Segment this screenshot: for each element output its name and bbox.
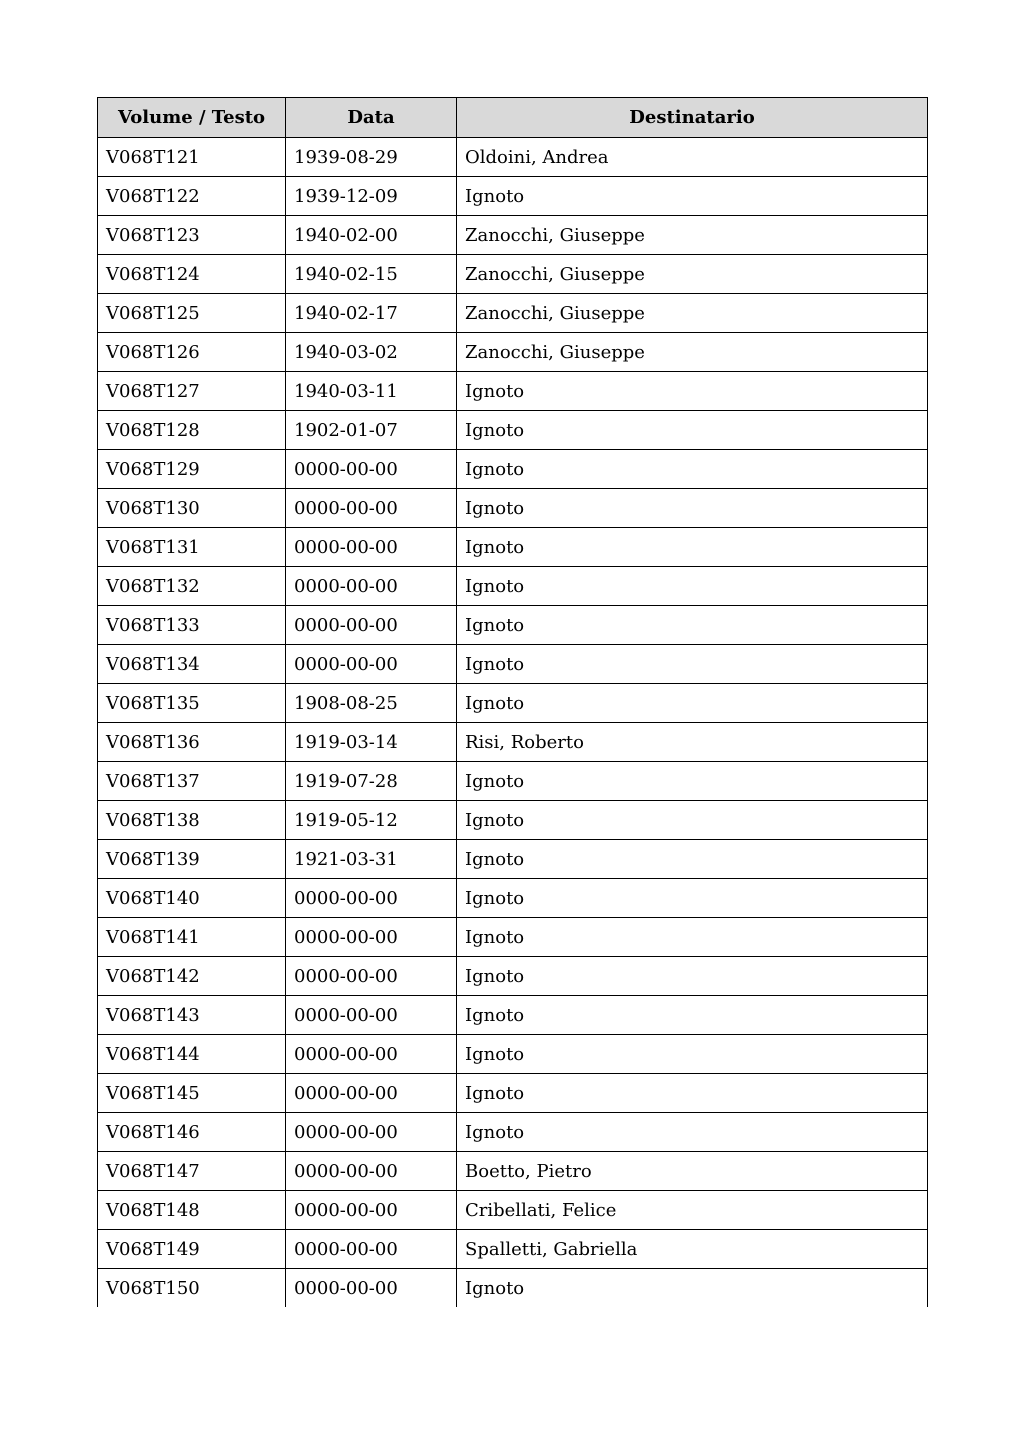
cell-data: 0000-00-00 (286, 1035, 457, 1074)
cell-data: 0000-00-00 (286, 1230, 457, 1269)
cell-volume-testo: V068T131 (98, 528, 286, 567)
cell-volume-testo: V068T132 (98, 567, 286, 606)
cell-data: 0000-00-00 (286, 1269, 457, 1308)
cell-destinatario: Ignoto (457, 1269, 928, 1308)
table-header (98, 98, 928, 138)
cell-destinatario: Ignoto (457, 606, 928, 645)
cell-data: 0000-00-00 (286, 1113, 457, 1152)
header-data: Data (286, 98, 457, 138)
cell-data: 1908-08-25 (286, 684, 457, 723)
cell-volume-testo: V068T134 (98, 645, 286, 684)
cell-destinatario: Zanocchi, Giuseppe (457, 255, 928, 294)
cell-data: 0000-00-00 (286, 645, 457, 684)
cell-volume-testo: V068T136 (98, 723, 286, 762)
table-row (98, 450, 928, 489)
cell-volume-testo: V068T145 (98, 1074, 286, 1113)
cell-destinatario: Ignoto (457, 840, 928, 879)
cell-destinatario: Ignoto (457, 450, 928, 489)
cell-data: 0000-00-00 (286, 918, 457, 957)
cell-destinatario: Cribellati, Felice (457, 1191, 928, 1230)
cell-data: 0000-00-00 (286, 606, 457, 645)
table-row (98, 372, 928, 411)
cell-data: 1940-03-11 (286, 372, 457, 411)
cell-data: 0000-00-00 (286, 528, 457, 567)
cell-volume-testo: V068T126 (98, 333, 286, 372)
cell-volume-testo: V068T137 (98, 762, 286, 801)
cell-data: 1919-05-12 (286, 801, 457, 840)
cell-destinatario: Ignoto (457, 762, 928, 801)
cell-volume-testo: V068T124 (98, 255, 286, 294)
cell-volume-testo: V068T142 (98, 957, 286, 996)
cell-destinatario: Ignoto (457, 177, 928, 216)
cell-volume-testo: V068T150 (98, 1269, 286, 1308)
cell-volume-testo: V068T143 (98, 996, 286, 1035)
cell-destinatario: Ignoto (457, 684, 928, 723)
letters-table (97, 97, 928, 1307)
table-row (98, 138, 928, 177)
table-row (98, 762, 928, 801)
cell-volume-testo: V068T127 (98, 372, 286, 411)
cell-volume-testo: V068T125 (98, 294, 286, 333)
cell-data: 1940-02-00 (286, 216, 457, 255)
cell-destinatario: Spalletti, Gabriella (457, 1230, 928, 1269)
table-row (98, 255, 928, 294)
table-row (98, 918, 928, 957)
cell-data: 0000-00-00 (286, 489, 457, 528)
cell-volume-testo: V068T135 (98, 684, 286, 723)
cell-data: 0000-00-00 (286, 957, 457, 996)
cell-data: 0000-00-00 (286, 1191, 457, 1230)
table-row (98, 567, 928, 606)
cell-destinatario: Ignoto (457, 489, 928, 528)
cell-data: 0000-00-00 (286, 1152, 457, 1191)
cell-data: 1921-03-31 (286, 840, 457, 879)
table-row (98, 645, 928, 684)
table-row (98, 606, 928, 645)
cell-data: 0000-00-00 (286, 567, 457, 606)
table-row (98, 528, 928, 567)
cell-destinatario: Ignoto (457, 1074, 928, 1113)
table-row (98, 840, 928, 879)
cell-volume-testo: V068T144 (98, 1035, 286, 1074)
document-page (97, 97, 927, 1307)
cell-destinatario: Ignoto (457, 645, 928, 684)
table-row (98, 294, 928, 333)
cell-destinatario: Ignoto (457, 801, 928, 840)
header-destinatario: Destinatario (457, 98, 928, 138)
cell-destinatario: Zanocchi, Giuseppe (457, 333, 928, 372)
cell-volume-testo: V068T148 (98, 1191, 286, 1230)
table-row (98, 1074, 928, 1113)
cell-volume-testo: V068T139 (98, 840, 286, 879)
cell-data: 1919-07-28 (286, 762, 457, 801)
cell-volume-testo: V068T122 (98, 177, 286, 216)
cell-destinatario: Ignoto (457, 411, 928, 450)
cell-destinatario: Ignoto (457, 528, 928, 567)
cell-data: 0000-00-00 (286, 996, 457, 1035)
cell-volume-testo: V068T130 (98, 489, 286, 528)
table-body (98, 138, 928, 1308)
table-row (98, 333, 928, 372)
cell-volume-testo: V068T138 (98, 801, 286, 840)
cell-data: 0000-00-00 (286, 879, 457, 918)
cell-data: 0000-00-00 (286, 1074, 457, 1113)
table-row (98, 723, 928, 762)
table-row (98, 1191, 928, 1230)
cell-volume-testo: V068T147 (98, 1152, 286, 1191)
cell-data: 1902-01-07 (286, 411, 457, 450)
cell-data: 1940-02-15 (286, 255, 457, 294)
table-row (98, 801, 928, 840)
cell-data: 1919-03-14 (286, 723, 457, 762)
cell-destinatario: Zanocchi, Giuseppe (457, 294, 928, 333)
table-row (98, 489, 928, 528)
cell-destinatario: Ignoto (457, 1035, 928, 1074)
cell-destinatario: Zanocchi, Giuseppe (457, 216, 928, 255)
table-row (98, 1152, 928, 1191)
table-row (98, 411, 928, 450)
table-row (98, 177, 928, 216)
table-row (98, 1113, 928, 1152)
cell-data: 1939-12-09 (286, 177, 457, 216)
cell-destinatario: Ignoto (457, 567, 928, 606)
cell-data: 0000-00-00 (286, 450, 457, 489)
cell-volume-testo: V068T133 (98, 606, 286, 645)
table-row (98, 1269, 928, 1308)
cell-destinatario: Ignoto (457, 1113, 928, 1152)
table-row (98, 216, 928, 255)
table-row (98, 684, 928, 723)
header-volume-testo: Volume / Testo (98, 98, 286, 138)
cell-data: 1940-03-02 (286, 333, 457, 372)
cell-destinatario: Oldoini, Andrea (457, 138, 928, 177)
table-row (98, 879, 928, 918)
cell-destinatario: Ignoto (457, 918, 928, 957)
cell-volume-testo: V068T128 (98, 411, 286, 450)
cell-volume-testo: V068T146 (98, 1113, 286, 1152)
table-row (98, 1035, 928, 1074)
header-row (98, 98, 928, 138)
cell-volume-testo: V068T140 (98, 879, 286, 918)
cell-destinatario: Ignoto (457, 996, 928, 1035)
cell-destinatario: Boetto, Pietro (457, 1152, 928, 1191)
cell-destinatario: Ignoto (457, 372, 928, 411)
cell-volume-testo: V068T149 (98, 1230, 286, 1269)
table-row (98, 957, 928, 996)
cell-destinatario: Risi, Roberto (457, 723, 928, 762)
cell-data: 1939-08-29 (286, 138, 457, 177)
cell-volume-testo: V068T141 (98, 918, 286, 957)
cell-data: 1940-02-17 (286, 294, 457, 333)
cell-destinatario: Ignoto (457, 879, 928, 918)
cell-destinatario: Ignoto (457, 957, 928, 996)
cell-volume-testo: V068T123 (98, 216, 286, 255)
table-row (98, 996, 928, 1035)
table-row (98, 1230, 928, 1269)
cell-volume-testo: V068T129 (98, 450, 286, 489)
cell-volume-testo: V068T121 (98, 138, 286, 177)
